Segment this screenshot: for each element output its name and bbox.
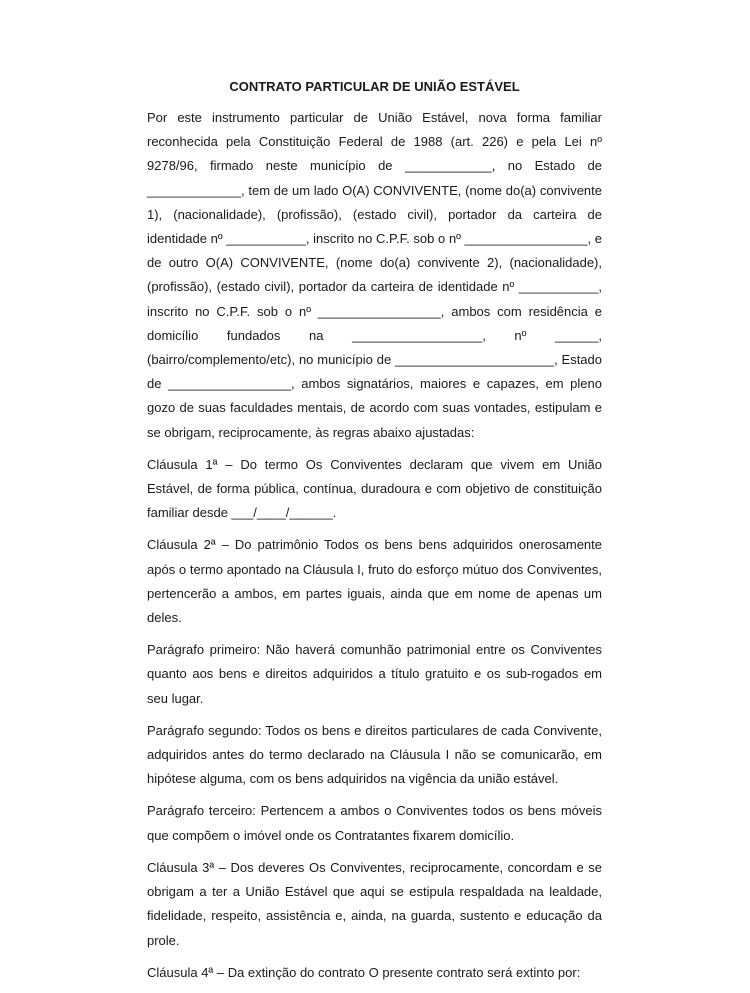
preamble-paragraph: Por este instrumento particular de União Estável, nova forma familiar reconhecida pela Constituição Federal de 1988 (art. 226) e pela Lei nº 9278/96, firmado neste município de ____________, no Estado de _____________, tem de um lado O(A) CONVIVENTE, (nome do(a) convivente 1), (nacionalidade), (profissão), (estado civil), portador da carteira de identidade nº ___________, inscrito no C.P.F. sob o nº _________________, e de outro O(A) CONVIVENTE, (nome do(a) convivente 2), (nacionalidade), (profissão), (estado civil), portador da carteira de identidade nº ___________, inscrito no C.P.F. sob o nº _________________, ambos com residência e domicílio fundados na __________________, nº ______, (bairro/complemento/etc), no município de ______________________, Estado de _________________, ambos signatários, maiores e capazes, em pleno gozo de suas faculdades mentais, de acordo com suas vontades, estipulam e se obrigam, reciprocamente, às regras abaixo ajustadas: [147, 110, 602, 440]
clause-2-paragraph: Cláusula 2ª – Do patrimônio Todos os bens bens adquiridos onerosamente após o termo apontado na Cláusula I, fruto do esforço mútuo dos Conviventes, pertencerão a ambos, em partes iguais, ainda que em nome de apenas um deles. [147, 537, 602, 626]
clause-1-paragraph: Cláusula 1ª – Do termo Os Conviventes declaram que vivem em União Estável, de forma pública, contínua, duradoura e com objetivo de constituição familiar desde ___/____/______. [147, 456, 602, 521]
clause-4-paragraph: Cláusula 4ª – Da extinção do contrato O presente contrato será extinto por: [147, 964, 581, 980]
paragraph-first: Parágrafo primeiro: Não haverá comunhão patrimonial entre os Conviventes quanto aos bens e direitos adquiridos a título gratuito e os sub-rogados em seu lugar. [147, 642, 602, 706]
document-page [147, 78, 602, 993]
clause-3-paragraph: Cláusula 3ª – Dos deveres Os Conviventes, reciprocamente, concordam e se obrigam a ter a União Estável que aqui se estipula respaldada na lealdade, fidelidade, respeito, assistência e, ainda, na guarda, sustento e educação da prole. [147, 859, 602, 948]
paragraph-second: Parágrafo segundo: Todos os bens e direitos particulares de cada Convivente, adquiridos antes do termo declarado na Cláusula I não se comunicarão, em hipótese alguma, com os bens adquiridos na vigência da união estável. [147, 722, 602, 787]
document-title: CONTRATO PARTICULAR DE UNIÃO ESTÁVEL [229, 79, 520, 94]
paragraph-third: Parágrafo terceiro: Pertencem a ambos o Conviventes todos os bens móveis que compõem o imóvel onde os Contratantes fixarem domicílio. [147, 803, 602, 843]
